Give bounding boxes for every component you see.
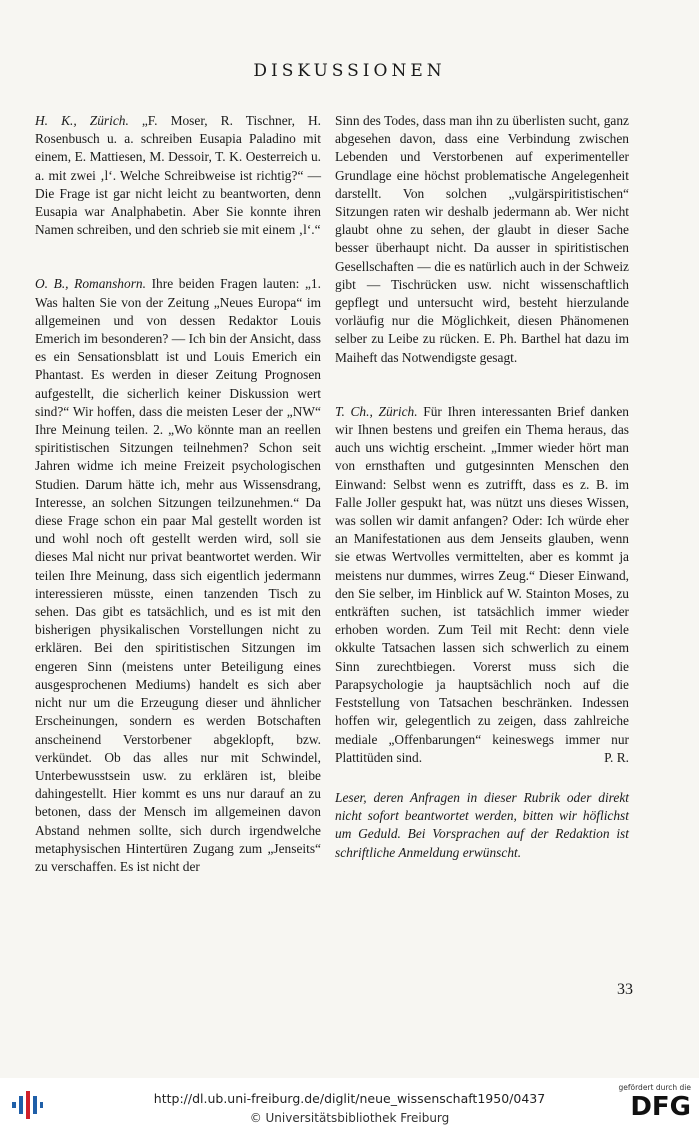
dfg-logo — [613, 1084, 691, 1128]
section-heading: DISKUSSIONEN — [253, 61, 446, 81]
source-url-link[interactable]: http://dl.ub.uni-freiburg.de/diglit/neue_wissenschaft1950/0437 — [153, 1091, 546, 1106]
entry-author: T. Ch., Zürich. — [335, 403, 418, 419]
entry-text: Für Ihren interessanten Brief danken wir Ihnen bestens und greifen ein Thema heraus, das auch uns wichtig erscheint. „Immer wieder hört man von ernsthaften und gutgesinnten Menschen den Einwand: Selbst wenn es zutrifft, dass es z. B. im Falle Joller gespukt hat, was nützt uns dieses Wissen, was sollen wir damit anfangen? Oder: Ich würde eher an Manifestationen aus dem Jenseits glauben, wenn sie etwas Wertvolles vermittelten, aber es kommt ja meistens nur dummes, wirres Zeug.“ Dieser Einwand, den Sie selber, im Hinblick auf W. Stainton Moses, zu entkräften suchen, ist tatsächlich immer wieder erhoben worden. Zum Teil mit Recht: denn viele okkulte Tatsachen lassen sich schwerlich zu einem Sinn zurechtbiegen. Vorerst muss sich die Parapsychologie ja hauptsächlich noch auf die Feststellung von Tatsachen beschränken. Indessen hoffen wir, gelegentlich zu zeigen, dass zahlreiche mediale „Offenbarungen“ keineswegs immer nur Plattitüden sind. — [335, 403, 629, 765]
page-number: 33 — [617, 981, 633, 998]
dfg-logo-text: DFG — [630, 1092, 691, 1122]
entry-ob-romanshorn — [35, 275, 321, 876]
entry-text: Ihre beiden Fragen lauten: „1. Was halten Sie von der Zeitung „Neues Europa“ im allgemeinen und von dessen Redaktor Louis Emerich im besonderen? — Ich bin der Ansicht, dass es ein Sensationsblatt ist und Louis Emerich ein Phantast. Es werden in dieser Zeitung Prognosen aufgestellt, die sicherlich keiner Diskussion wert sind?“ Wir hoffen, dass die meisten Leser der „NW“ Ihre Meinung teilen. 2. „Wo könnte man an reellen spiritistischen Sitzungen teilnehmen? Schon seit Jahren widme ich meine Freizeit psychologischen Studien. Darum hätte ich, mehr aus Wissensdrang, Interesse, an solchen Sitzungen teilzunehmen.“ Da diese Frage schon ein paar Mal gestellt worden ist und wohl noch oft gestellt werden wird, soll sie dieses Mal nicht nur privat beantwortet werden. Wir teilen Ihre Meinung, dass sich eigentlich jedermann interessieren müsste, einen tanzenden Tisch zu sehen. Das gibt es tatsächlich, und es ist mit den bisherigen physikalischen Vorstellungen nicht zu erklären. Bei den spiritistischen Sitzungen im engeren Sinn (meistens unter Beteiligung eines ausgesprochenen Mediums) handelt es sich aber nicht nur um die Erzeugung dieser und ähnlicher Erscheinungen, sondern es werden Botschaften anscheinend Verstorbener abgeklopft, bzw. verkündet. Ob das alles nur mit Schwindel, Unterbewusstsein usw. zu erklären ist, bleibe dahingestellt. Hier kommt es uns nur darauf an zu betonen, dass der Mensch im allgemeinen davon Abstand nehmen sollte, sich durch irgendwelche metaphysischen Hintertüren Zugang zum „Jenseits“ zu verschaffen. Es ist nicht der — [35, 276, 321, 874]
signature: P. R. — [604, 749, 629, 765]
viewer-footer — [0, 1078, 699, 1131]
entry-tch-zurich — [335, 403, 629, 767]
entry-author: O. B., Romanshorn. — [35, 276, 146, 292]
copyright-notice: © Universitätsbibliothek Freiburg — [249, 1111, 450, 1125]
left-column — [35, 112, 321, 876]
entry-text: „F. Moser, R. Tischner, H. Rosenbusch u. a. schreiben Eusapia Paladino mit einem, E. Mattiesen, M. Dessoir, T. K. Oesterreich u. a. mit zwei ‚l‘. Welche Schreibweise ist richtig?“ — Die Frage ist gar nicht leicht zu beantworten, denn Eusapia war Analphabetin. Aber Sie konnte ihren Namen schreiben, und den schrieb sie mit einem ‚l‘.“ — [35, 113, 321, 238]
entry-author: H. K., Zürich. — [35, 113, 129, 128]
editorial-note: Leser, deren Anfragen in dieser Rubrik oder direkt nicht sofort beantwortet werden, bitten wir höflichst um Geduld. Bei Vorsprachen auf der Redaktion ist schriftliche Anmeldung erwünscht. — [335, 789, 629, 860]
dfg-caption: gefördert durch die — [618, 1083, 691, 1092]
right-column — [335, 112, 629, 862]
entry-hk-zurich — [35, 112, 321, 239]
entry-continuation: Sinn des Todes, dass man ihn zu überlisten sucht, ganz abgesehen davon, dass eine Verbindung zwischen Lebenden und Verstorbenen auf experimenteller Grundlage eine höchst problematische Angelegenheit darstellt. Von solchen „vulgärspiritistischen“ Sitzungen raten wir deshalb jedermann ab. Wer nicht glaubt ohne zu sehen, der glaubt in dieser Sache besser überhaupt nicht. Da ausser in spiritistischen Gesellschaften — die es natürlich auch in der Schweiz gibt — Tischrücken usw. nicht wissenschaftlich gepflegt und untersucht wird, besteht hierzulande vorläufig nur die Möglichkeit, diesen Phänomenen selber zu Leibe zu rücken. E. Ph. Barthel hat dazu im Maiheft das Notwendigste gesagt. — [335, 113, 629, 365]
